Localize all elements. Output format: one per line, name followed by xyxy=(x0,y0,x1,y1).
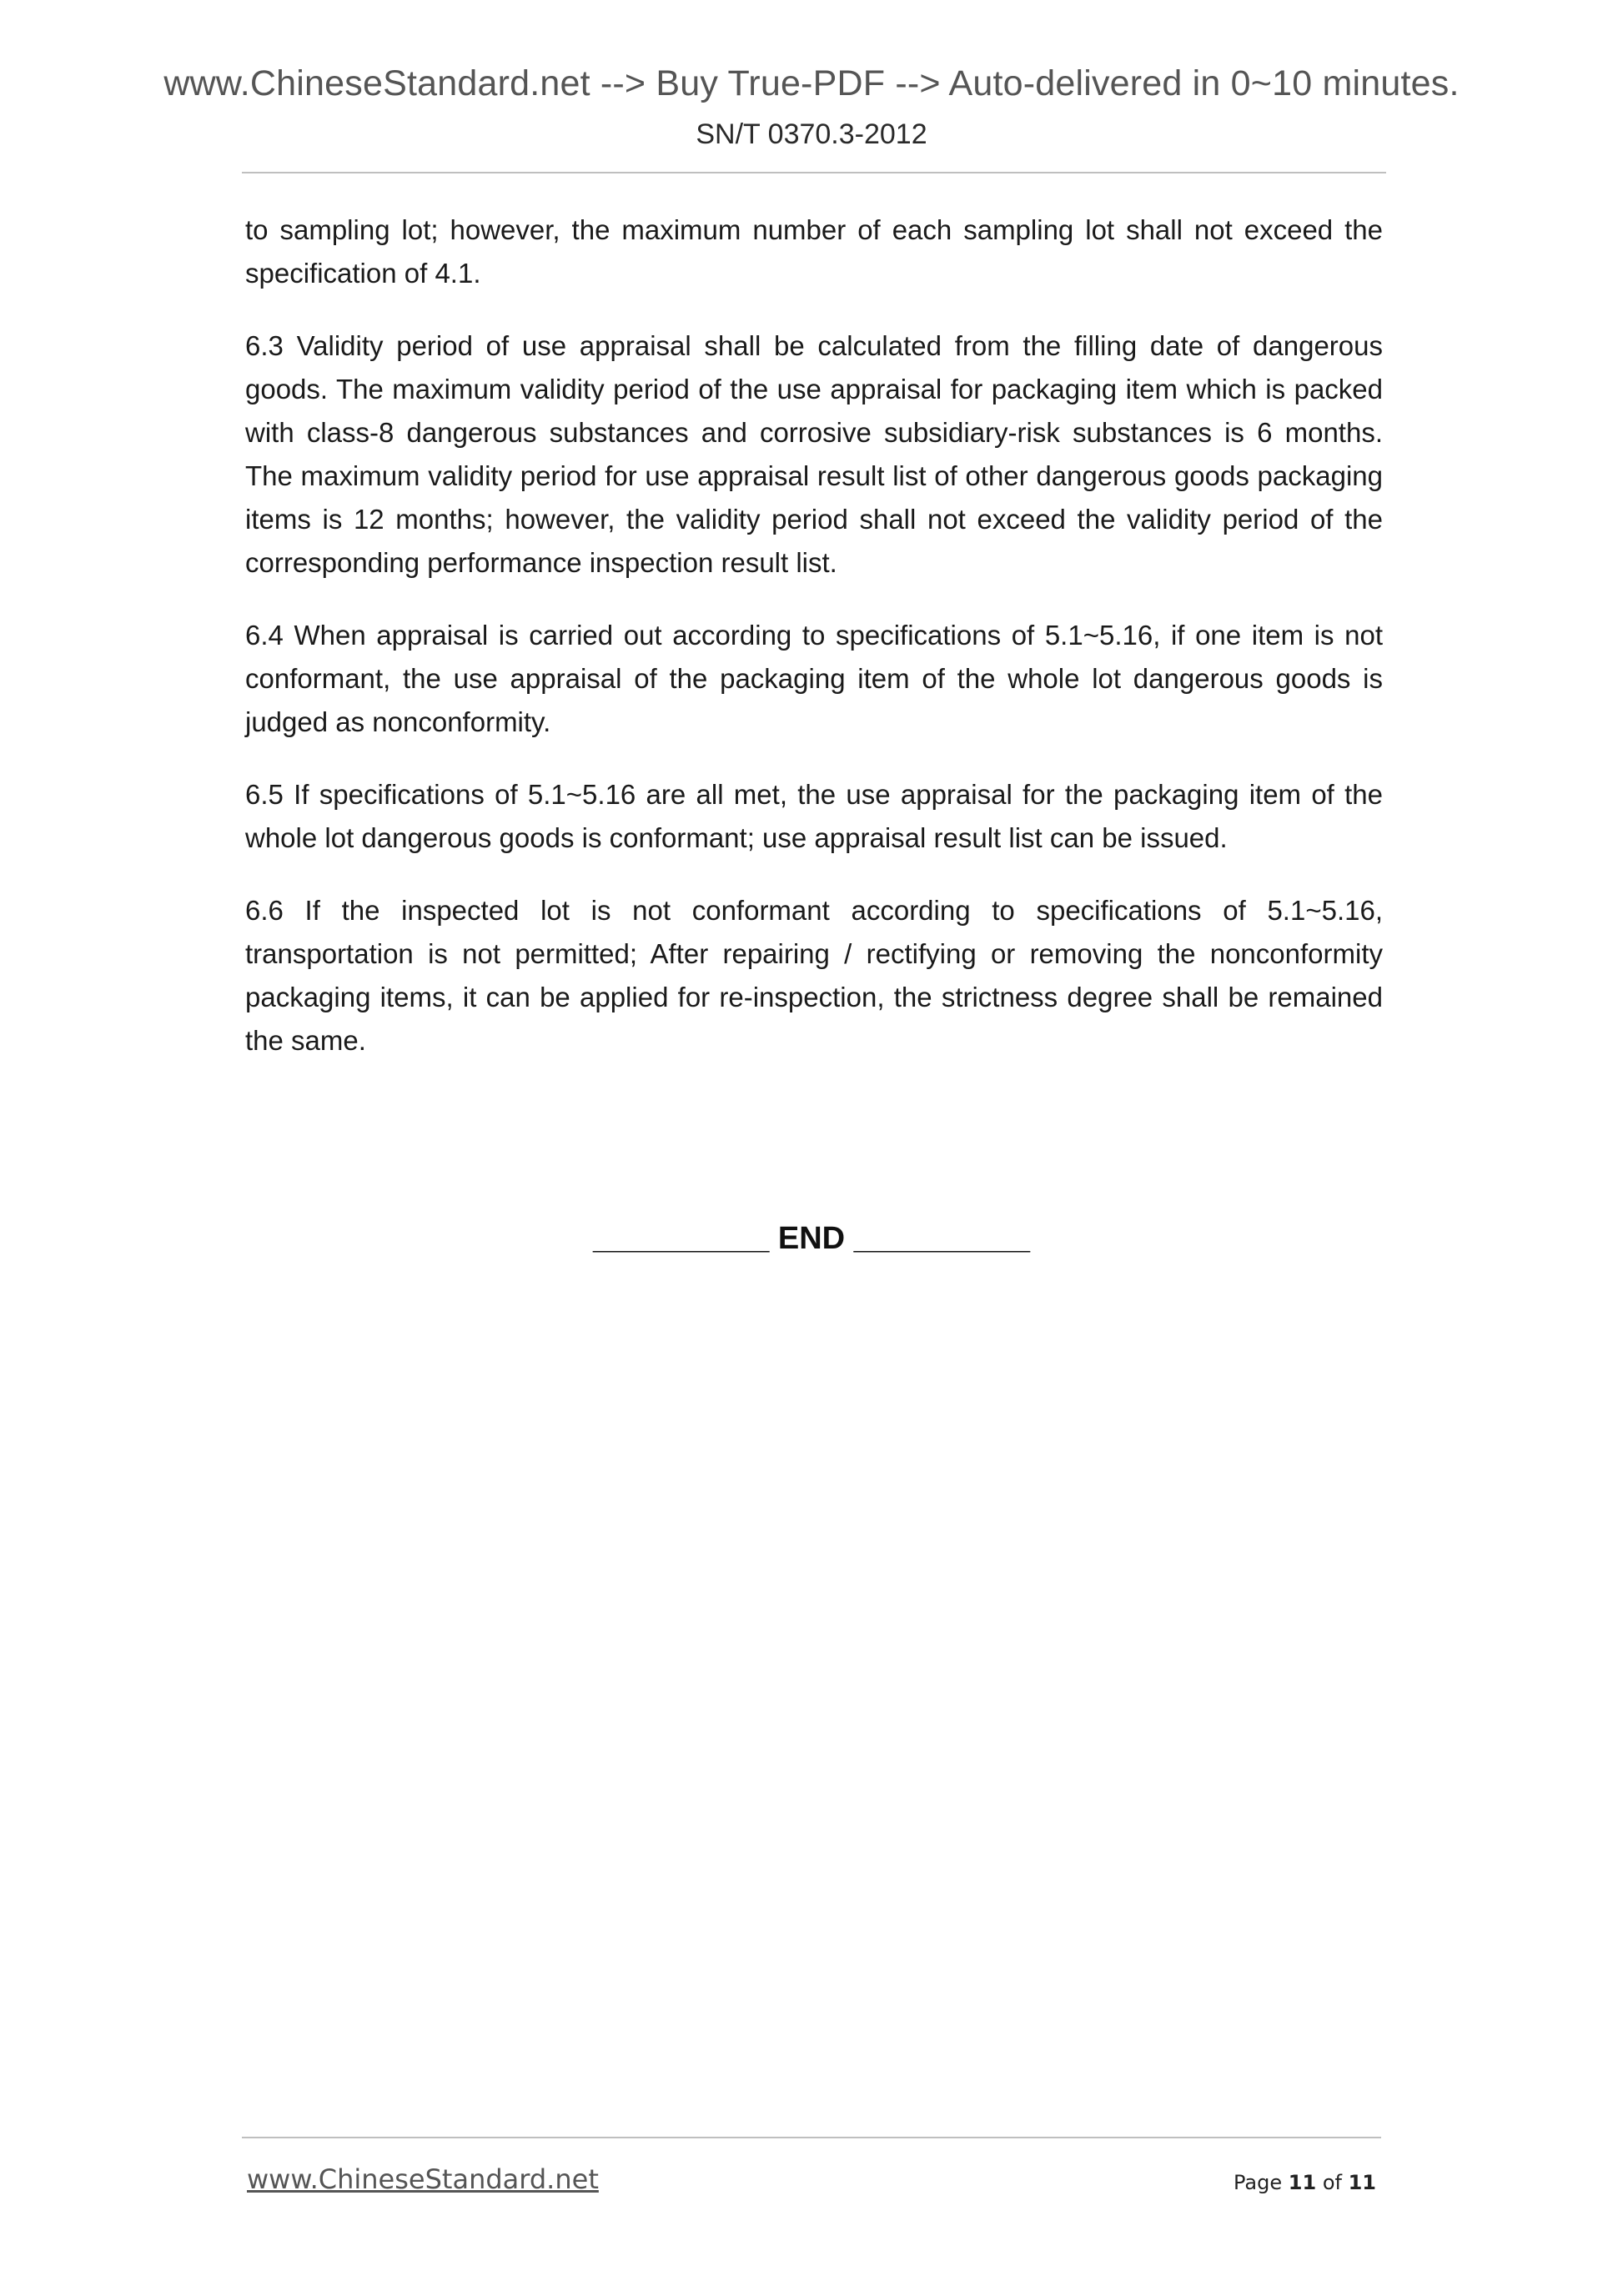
paragraph-6-5: 6.5 If specifications of 5.1~5.16 are all met, the use appraisal for the packaging item of the whole lot dangerous goods is conformant; use appraisal result list can be issued. xyxy=(245,779,1383,853)
paragraph-continuation: to sampling lot; however, the maximum number of each sampling lot shall not exceed the specification of 4.1. xyxy=(245,214,1383,289)
footer-divider xyxy=(242,2137,1381,2138)
page-of-label: of xyxy=(1322,2171,1342,2194)
paragraph-6-4: 6.4 When appraisal is carried out according to specifications of 5.1~5.16, if one item is not conformant, the use appraisal of the packaging item of the whole lot dangerous goods is judged as nonconformity. xyxy=(245,620,1383,737)
paragraph-6-3: 6.3 Validity period of use appraisal shall be calculated from the filling date of dangerous goods. The maximum validity period of the use appraisal for packaging item which is packed with class-8 dangerous substances and corrosive subsidiary-risk substances is 6 months. The maximum validity period for use appraisal result list of other dangerous goods packaging items is 12 months; however, the validity period shall not exceed the validity period of the corresponding performance inspection result list. xyxy=(245,330,1383,578)
page-number xyxy=(1234,2171,1376,2194)
end-marker: __________ END __________ xyxy=(592,1221,1031,1256)
document-body xyxy=(245,208,1383,1092)
page-label: Page xyxy=(1234,2171,1283,2194)
site-banner: www.ChineseStandard.net --> Buy True-PDF --> Auto-delivered in 0~10 minutes. xyxy=(163,63,1460,103)
paragraph-6-6: 6.6 If the inspected lot is not conformant according to specifications of 5.1~5.16, transportation is not permitted; After repairing / rectifying or removing the nonconformity packaging items, it can be applied for re-inspection, the strictness degree shall be remained the same. xyxy=(245,895,1383,1056)
header-divider xyxy=(242,172,1386,173)
footer-site-link[interactable]: www.ChineseStandard.net xyxy=(247,2163,599,2195)
document-code: SN/T 0370.3-2012 xyxy=(696,118,927,150)
page-total: 11 xyxy=(1348,2171,1376,2194)
page-current: 11 xyxy=(1288,2171,1317,2194)
